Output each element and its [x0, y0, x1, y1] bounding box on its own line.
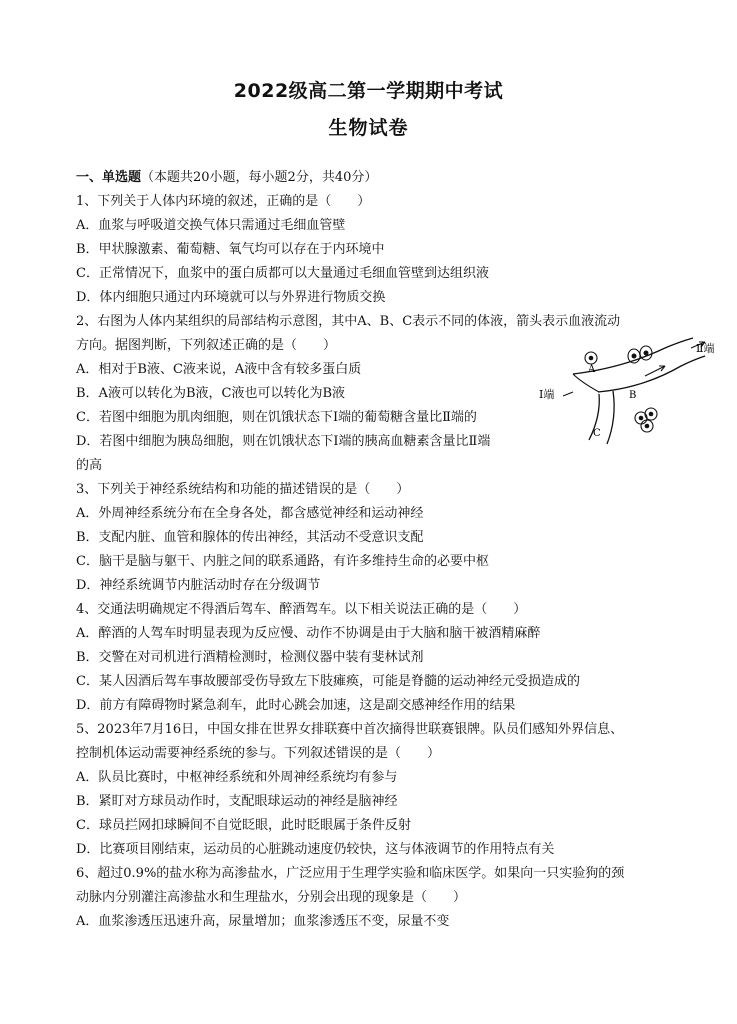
text-line: 的高 — [76, 458, 103, 473]
text-line: 2、右图为人体内某组织的局部结构示意图，其中A、B、C表示不同的体液，箭头表示血液流动 — [76, 314, 621, 329]
section-heading — [76, 166, 377, 185]
section-note: （本题共20小题，每小题2分，共40分） — [141, 170, 378, 185]
text-line: D．若图中细胞为胰岛细胞，则在饥饿状态下Ⅰ端的胰高血糖素含量比Ⅱ端 — [76, 434, 491, 449]
text-line: 控制机体运动需要神经系统的参与。下列叙述错误的是（ ） — [76, 746, 441, 761]
text-line: C．脑干是脑与躯干、内脏之间的联系通路，有许多维持生命的必要中枢 — [76, 554, 489, 569]
text-line: C．若图中细胞为肌肉细胞，则在饥饿状态下Ⅰ端的葡萄糖含量比Ⅱ端的 — [76, 410, 477, 425]
text-line: A．外周神经系统分布在全身各处，都含感觉神经和运动神经 — [76, 506, 424, 521]
tissue-diagram — [533, 336, 723, 446]
flow-arrow — [645, 366, 665, 376]
text-line: D．体内细胞只通过内环境就可以与外界进行物质交换 — [76, 290, 386, 305]
text-line: A．血浆与呼吸道交换气体只需通过毛细血管壁 — [76, 218, 346, 233]
text-line: C．球员拦网扣球瞬间不自觉眨眼，此时眨眼属于条件反射 — [76, 818, 411, 833]
text-line: B．甲状腺激素、葡萄糖、氧气均可以存在于内环境中 — [76, 242, 385, 257]
label-b: B — [629, 390, 637, 401]
text-line: A．血浆渗透压迅速升高，尿量增加；血浆渗透压不变，尿量不变 — [76, 914, 450, 929]
lymph-vessel-right — [607, 391, 614, 444]
cell-nucleus — [644, 351, 649, 356]
text-line: 方向。据图判断，下列叙述正确的是（ ） — [76, 338, 337, 353]
text-line: A．队员比赛时，中枢神经系统和外周神经系统均有参与 — [76, 770, 398, 785]
text-line: B．A液可以转化为B液，C液也可以转化为B液 — [76, 386, 345, 401]
text-line: C．某人因酒后驾车事故腰部受伤导致左下肢瘫痪，可能是脊髓的运动神经元受损造成的 — [76, 674, 580, 689]
text-line: 5、2023年7月16日，中国女排在世界女排联赛中首次摘得世联赛银牌。队员们感知外界信息、 — [76, 722, 624, 737]
exam-subtitle: 生物试卷 — [328, 117, 409, 139]
text-line: 6、超过0.9%的盐水称为高渗盐水，广泛应用于生理学实验和临床医学。如果向一只实验狗的颈 — [76, 866, 625, 881]
text-line: B．支配内脏、血管和腺体的传出神经，其活动不受意识支配 — [76, 530, 424, 545]
text-line: D．比赛项目刚结束，运动员的心脏跳动速度仍较快，这与体液调节的作用特点有关 — [76, 842, 555, 857]
end-i-pointer — [563, 392, 573, 396]
text-line: D．前方有障碍物时紧急刹车，此时心跳会加速，这是副交感神经作用的结果 — [76, 698, 516, 713]
label-end-i: Ⅰ端 — [539, 388, 555, 401]
text-line: B．紧盯对方球员动作时，支配眼球运动的神经是脑神经 — [76, 794, 398, 809]
text-line: 1、下列关于人体内环境的叙述，正确的是（ ） — [76, 194, 371, 209]
label-a: A — [588, 364, 596, 375]
cell-nucleus — [589, 356, 594, 361]
cell-nucleus — [649, 412, 654, 417]
text-line: C．正常情况下，血浆中的蛋白质都可以大量通过毛细血管壁到达组织液 — [76, 266, 489, 281]
section-title: 一、单选题 — [76, 170, 142, 185]
vessel-wall-bottom — [598, 356, 705, 392]
exam-title: 2022级高二第一学期期中考试 — [233, 80, 504, 102]
text-line: A．相对于B液、C液来说，A液中含有较多蛋白质 — [76, 362, 362, 377]
label-c: C — [593, 428, 601, 439]
text-line: 3、下列关于神经系统结构和功能的描述错误的是（ ） — [76, 482, 410, 497]
vessel-inlet — [573, 374, 599, 392]
cell-nucleus — [632, 354, 637, 359]
cell-nucleus — [645, 424, 650, 429]
text-line: 4、交通法明确规定不得酒后驾车、醉酒驾车。以下相关说法正确的是（ ） — [76, 602, 527, 617]
cell-nucleus — [639, 416, 644, 421]
text-line: D．神经系统调节内脏活动时存在分级调节 — [76, 578, 321, 593]
text-line: 动脉内分别灌注高渗盐水和生理盐水，分别会出现的现象是（ ） — [76, 890, 467, 905]
label-end-ii: Ⅱ端 — [696, 342, 715, 355]
text-line: B．交警在对司机进行酒精检测时，检测仪器中装有斐林试剂 — [76, 650, 424, 665]
text-line: A．醉酒的人驾车时明显表现为反应慢、动作不协调是由于大脑和脑干被酒精麻醉 — [76, 626, 541, 641]
